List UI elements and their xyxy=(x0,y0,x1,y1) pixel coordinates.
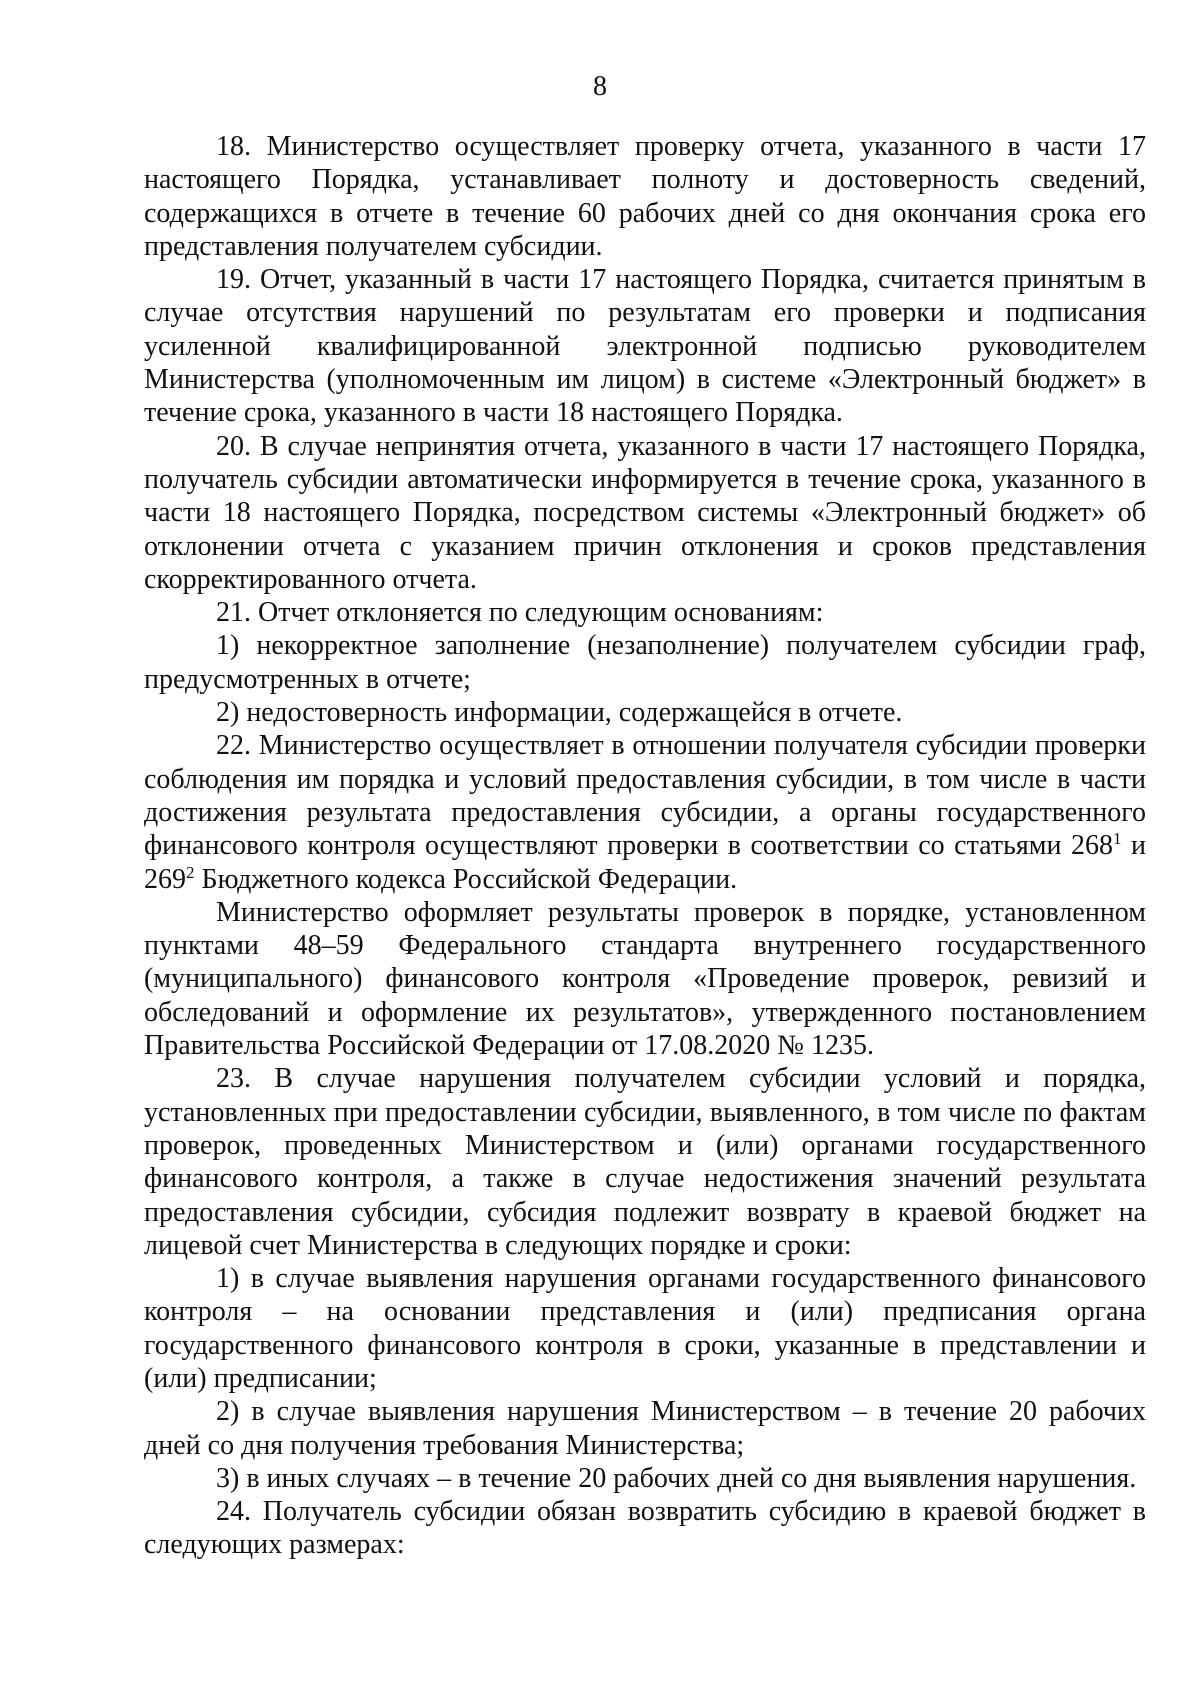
paragraph-23: 23. В случае нарушения получателем субсидии условий и порядка, установленных при предоставлении субсидии, выявленного, в том числе по фактам проверок, проведенных Министерством и (или) органами государственного финансового контроля, а также в случае недостижения значений результата предоставления субсидии, субсидия подлежит возврату в краевой бюджет на лицевой счет Министерства в следующих порядке и сроки: xyxy=(144,1063,1146,1261)
paragraph-22 xyxy=(144,729,1146,895)
paragraph-23-item-2: 2) в случае выявления нарушения Министерством – в течение 20 рабочих дней со дня получения требования Министерства; xyxy=(144,1396,1146,1461)
paragraph-24: 24. Получатель субсидии обязан возвратить субсидию в краевой бюджет в следующих размерах: xyxy=(144,1496,1146,1561)
paragraph-22-text-start: 22. Министерство осуществляет в отношении получателя субсидии проверки соблюдения им порядка и условий предоставления субсидии, в том числе в части достижения результата предоставления субсидии, а органы государственного финансового контроля осуществляют проверки в соответствии со статьями 268 xyxy=(144,730,1146,862)
document-body xyxy=(144,130,1146,1562)
paragraph-21-item-1: 1) некорректное заполнение (незаполнение) получателем субсидии граф, предусмотренных в отчете; xyxy=(144,630,1146,695)
superscript-1: 1 xyxy=(1112,829,1122,849)
page-number: 8 xyxy=(593,71,607,102)
paragraph-23-item-1: 1) в случае выявления нарушения органами государственного финансового контроля – на основании представления и (или) предписания органа государственного финансового контроля в сроки, указанные в представлении и (или) предписании; xyxy=(144,1263,1146,1394)
paragraph-22-text-middle: и 269 xyxy=(144,830,1146,895)
paragraph-21: 21. Отчет отклоняется по следующим основаниям: xyxy=(216,597,824,629)
paragraph-23-item-3: 3) в иных случаях – в течение 20 рабочих дней со дня выявления нарушения. xyxy=(216,1462,1137,1494)
paragraph-18: 18. Министерство осуществляет проверку отчета, указанного в части 17 настоящего Порядка, устанавливает полноту и достоверность сведений, содержащихся в отчете в течение 60 рабочих дней со дня окончания срока его представления получателем субсидии. xyxy=(144,131,1146,262)
paragraph-20: 20. В случае непринятия отчета, указанного в части 17 настоящего Порядка, получатель субсидии автоматически информируется в течение срока, указанного в части 18 настоящего Порядка, посредством системы «Электронный бюджет» об отклонении отчета с указанием причин отклонения и сроков представления скорректированного отчета. xyxy=(144,430,1146,595)
superscript-2: 2 xyxy=(186,862,195,882)
paragraph-21-item-2: 2) недостоверность информации, содержащейся в отчете. xyxy=(216,697,903,729)
paragraph-19: 19. Отчет, указанный в части 17 настоящего Порядка, считается принятым в случае отсутствия нарушений по результатам его проверки и подписания усиленной квалифицированной электронной подписью руководителем Министерства (уполномоченным им лицом) в системе «Электронный бюджет» в течение срока, указанного в части 18 настоящего Порядка. xyxy=(144,264,1146,429)
paragraph-22-results: Министерство оформляет результаты проверок в порядке, установленном пунктами 48–59 Федерального стандарта внутреннего государственного (муниципального) финансового контроля «Проведение проверок, ревизий и обследований и оформление их результатов», утвержденного постановлением Правительства Российской Федерации от 17.08.2020 № 1235. xyxy=(144,896,1146,1062)
paragraph-22-text-end: Бюджетного кодекса Российской Федерации. xyxy=(194,863,738,895)
